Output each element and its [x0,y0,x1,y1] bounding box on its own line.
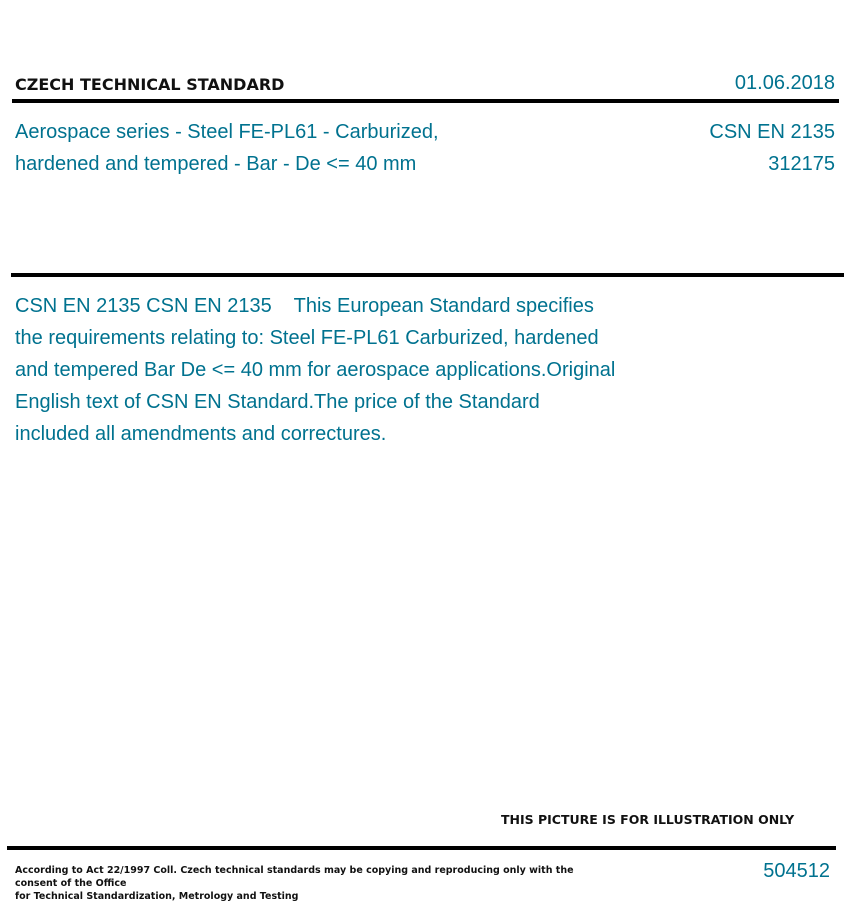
header-divider [12,99,839,103]
publication-date: 01.06.2018 [734,72,835,94]
description-line: and tempered Bar De <= 40 mm for aerospace applications.Original [15,359,616,381]
standard-title [15,116,535,180]
standard-description [15,290,675,450]
legal-notice-line-2: for Technical Standardization, Metrology and Testing [15,891,299,902]
legal-notice [15,864,595,903]
document-type-heading: CZECH TECHNICAL STANDARD [15,75,285,94]
document-id: 504512 [763,860,830,882]
standard-title-line-2: hardened and tempered - Bar - De <= 40 mm [15,153,417,175]
description-line: English text of CSN EN Standard.The price of the Standard [15,391,540,413]
section-divider [11,273,844,277]
description-line: included all amendments and correctures. [15,423,387,445]
standard-code: CSN EN 2135 [709,121,835,143]
catalog-number: 312175 [768,153,835,175]
illustration-note: THIS PICTURE IS FOR ILLUSTRATION ONLY [501,812,795,827]
standard-identifiers [709,116,835,180]
standard-title-line-1: Aerospace series - Steel FE-PL61 - Carburized, [15,121,439,143]
description-line: the requirements relating to: Steel FE-PL61 Carburized, hardened [15,327,599,349]
description-line: CSN EN 2135 CSN EN 2135 This European Standard specifies [15,295,594,317]
legal-notice-line-1: According to Act 22/1997 Coll. Czech technical standards may be copying and reproducing only with the consent of the Office [15,865,574,889]
footer-divider [7,846,836,850]
